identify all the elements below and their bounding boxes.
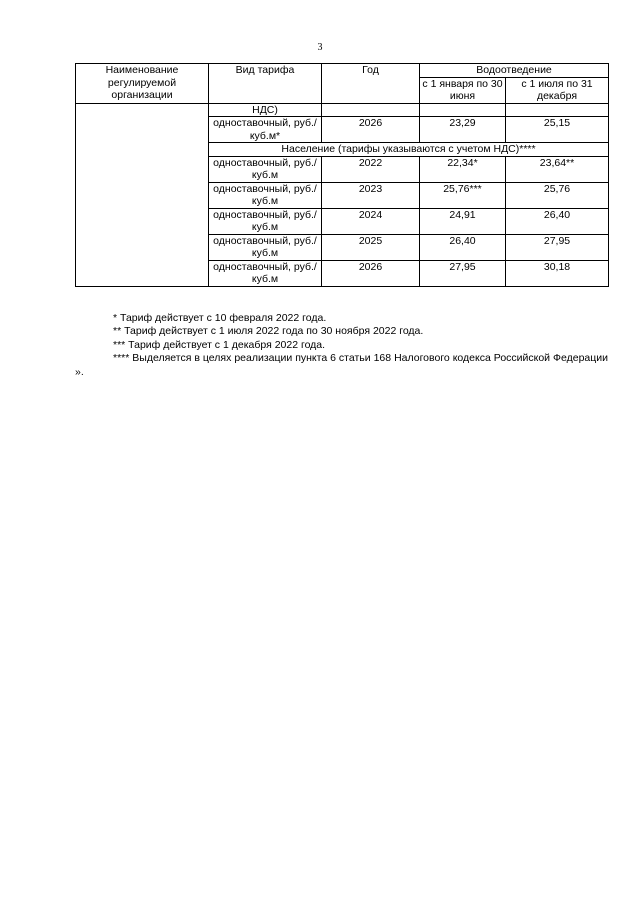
period-2-value-cell: 26,40 [506,208,609,234]
table-bottom-border [209,286,609,287]
header-year: Год [322,64,420,104]
period-1-value-cell: 22,34* [420,156,506,182]
continuation-cell: НДС) [209,103,322,117]
tariff-type-cell: одноставочный, руб./куб.м [209,156,322,182]
period-2-value-cell: 30,18 [506,260,609,286]
header-period-1: с 1 января по 30 июня [420,77,506,103]
tariff-type-cell: одноставочный, руб./куб.м* [209,117,322,143]
period-1-value-cell: 26,40 [420,234,506,260]
empty-cell [322,103,420,117]
footnotes [75,312,608,379]
year-cell: 2022 [322,156,420,182]
continuation-row [76,103,609,117]
period-2-value-cell: 23,64** [506,156,609,182]
header-period-2: с 1 июля по 31 декабря [506,77,609,103]
period-1-value-cell: 24,91 [420,208,506,234]
footnote-3: *** Тариф действует с 1 декабря 2022 года. [113,338,326,351]
period-2-value-cell: 27,95 [506,234,609,260]
year-cell: 2026 [322,117,420,143]
tariff-type-cell: одноставочный, руб./куб.м [209,260,322,286]
tariff-type-cell: одноставочный, руб./куб.м [209,208,322,234]
period-2-value-cell: 25,15 [506,117,609,143]
header-tariff-type: Вид тарифа [209,64,322,104]
tariff-table [75,63,609,287]
empty-cell [506,103,609,117]
year-cell: 2026 [322,260,420,286]
tariff-type-cell: одноставочный, руб./куб.м [209,182,322,208]
organization-cell [76,103,209,287]
year-cell: 2025 [322,234,420,260]
period-1-value-cell: 25,76*** [420,182,506,208]
year-cell: 2023 [322,182,420,208]
tariff-type-cell: одноставочный, руб./куб.м [209,234,322,260]
footnote-1: * Тариф действует с 10 февраля 2022 года. [113,312,327,324]
table-header-row [76,64,609,78]
period-2-value-cell: 25,76 [506,182,609,208]
page-number: 3 [317,42,323,53]
population-header: Население (тарифы указываются с учетом НДС)**** [209,143,609,157]
period-1-value-cell: 23,29 [420,117,506,143]
empty-cell [420,103,506,117]
footnote-2: ** Тариф действует с 1 июля 2022 года по 30 ноября 2022 года. [113,325,424,338]
footnote-4: **** Выделяется в целях реализации пункта 6 статьи 168 Налогового кодекса Российской Федерации ». [75,352,608,378]
year-cell: 2024 [322,208,420,234]
header-organization: Наименование регулируемой организации [76,64,209,104]
header-service: Водоотведение [420,64,609,78]
period-1-value-cell: 27,95 [420,260,506,286]
